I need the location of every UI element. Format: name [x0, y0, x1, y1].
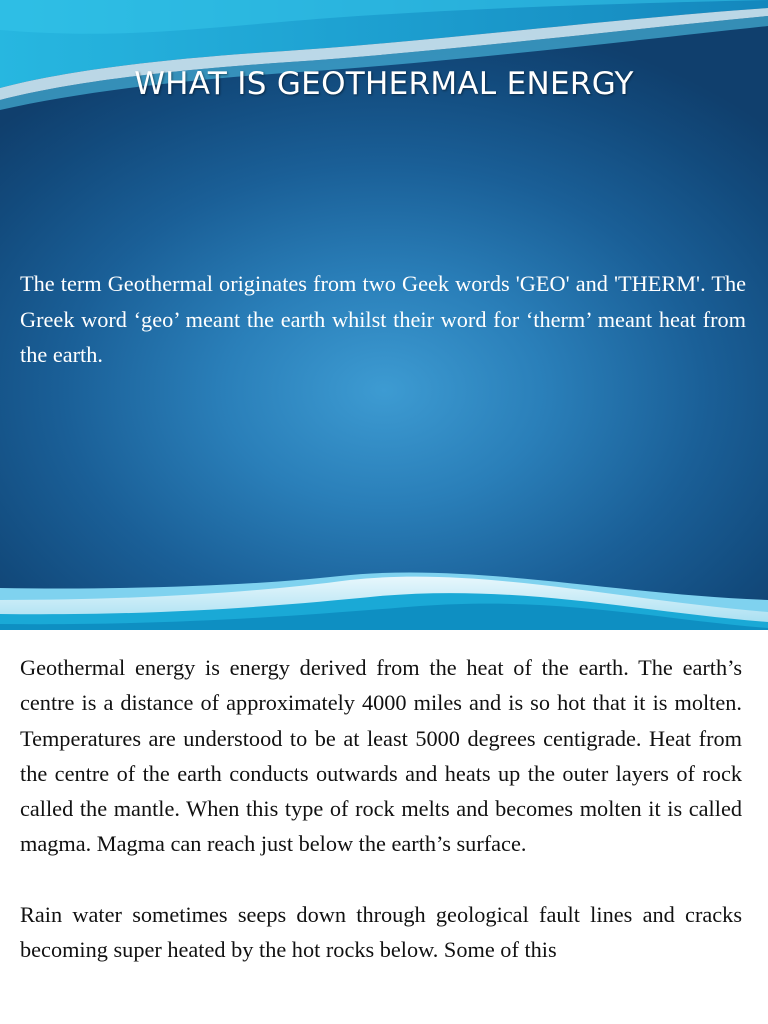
paragraph: Rain water sometimes seeps down through geological fault lines and cracks becoming super heated by the hot rocks below. Some of this [20, 901, 742, 963]
slide-text: The term Geothermal originates from two Geek words 'GEO' and 'THERM'. The Greek word ‘geo’ meant the earth whilst their word for ‘therm’ meant heat from the earth. [20, 271, 746, 367]
document-body [20, 650, 742, 967]
paragraph: Geothermal energy is energy derived from the heat of the earth. The earth’s centre is a distance of approximately 4000 miles and is so hot that it is molten. Temperatures are understood to be at least 5000 degrees centigrade. Heat from the centre of the earth conducts outwards and heats up the outer layers of rock called the mantle. When this type of rock melts and becomes molten it is called magma. Magma can reach just below the earth’s surface. [20, 655, 742, 857]
slide-title: WHAT IS GEOTHERMAL ENERGY [134, 66, 634, 102]
